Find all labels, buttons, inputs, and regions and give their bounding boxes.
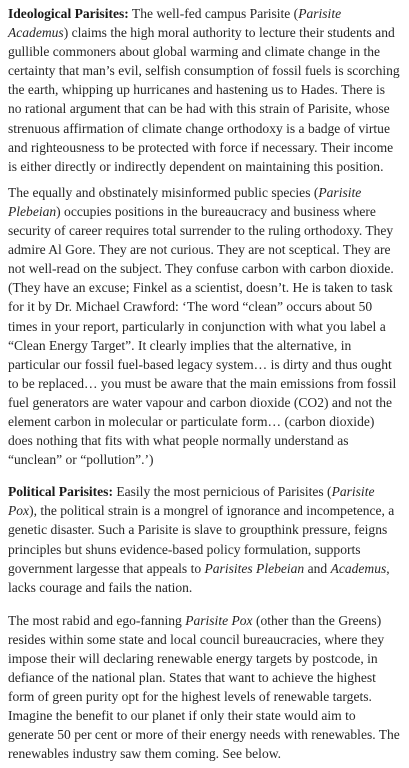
paragraph-ideological-parisites [8, 4, 400, 176]
p1-text-1: The well-fed campus Parisite ( [128, 6, 299, 21]
heading-political-parisites: Political Parisites: [8, 484, 113, 500]
paragraph-public-species [8, 183, 400, 469]
p3-text-1: Easily the most pernicious of Parisites ( [112, 484, 332, 500]
p3-italic-academus: Academus [330, 560, 387, 576]
p4-text-2: (other than the Greens) resides within some state and local council bureaucracies, where they impose their will declaring renewable energy targets by postcode, in defiance of the national plan. States that want to achieve the highest form of green purity opt for the highest levels of renewable targets. Imagine the benefit to our planet if only their state would aim to generate 50 per cent or more of their energy needs with renewables. The renewables industry saw them coming. See below. [8, 612, 400, 762]
p2-text-1: The equally and obstinately misinformed public species ( [8, 184, 319, 200]
p1-italic-parisite-academus: Parisite Academus [8, 6, 342, 41]
p2-italic-parisite-plebeian: Parisite Plebeian [8, 184, 362, 219]
p4-text-1: The most rabid and ego-fanning [8, 612, 186, 628]
article-body [8, 4, 400, 764]
p3-italic-parisites-plebeian: Parisites Plebeian [204, 560, 305, 576]
paragraph-parisite-pox-states [8, 611, 400, 764]
paragraph-political-parisites [8, 482, 400, 597]
p1-text-2: ) claims the high moral authority to lecture their students and gullible commoners about global warming and climate change in the certainty that man’s evil, selfish consumption of fossil fuels is scorching the earth, whipping up hurricanes and hastening us to Hades. There is no rational argument that can be had with this strain of Parisite, whose strenuous affirmation of climate change orthodoxy is a badge of virtue and righteousness to be protected with force if necessary. Their income is either directly or indirectly dependent on maintaining this position. [8, 25, 400, 174]
p3-text-4: , lacks courage and fails the nation. [8, 560, 390, 595]
p4-italic-parisite-pox: Parisite Pox [185, 612, 253, 628]
p3-text-2: ), the political strain is a mongrel of ignorance and incompetence, a genetic disaster. Such a Parisite is slave to groupthink pressure, feigns principles but shuns evidence-based policy formulation, supports government largesse that appeals to [8, 503, 395, 576]
p3-text-3: and [304, 560, 331, 576]
heading-ideological-parisites: Ideological Parisites: [8, 6, 129, 21]
p3-italic-parisite-pox: Parisite Pox [8, 484, 375, 519]
p2-text-2: ) occupies positions in the bureaucracy and business where security of career requires total surrender to the ruling orthodoxy. They admire Al Gore. They are not curious. They are not sceptical. They are not well-read on the subject. They confuse carbon with carbon dioxide. (They have an excuse; Finkel as a scientist, doesn’t. He is taken to task for it by Dr. Michael Crawford: ‘The word “clean” occurs about 50 times in your report, particularly in conjunction with what you label a “Clean Energy Target”. It clearly implies that the alternative, in particular our fossil fuel-based legacy system… is dirty and thus ought to be replaced… you must be aware that the main emissions from fossil fuel generators are water vapour and carbon dioxide (CO2) and not the element carbon in molecular or particulate form… (carbon dioxide) does nothing that fits with what people normally understand as “unclean” or “pollution”.’) [8, 203, 397, 468]
